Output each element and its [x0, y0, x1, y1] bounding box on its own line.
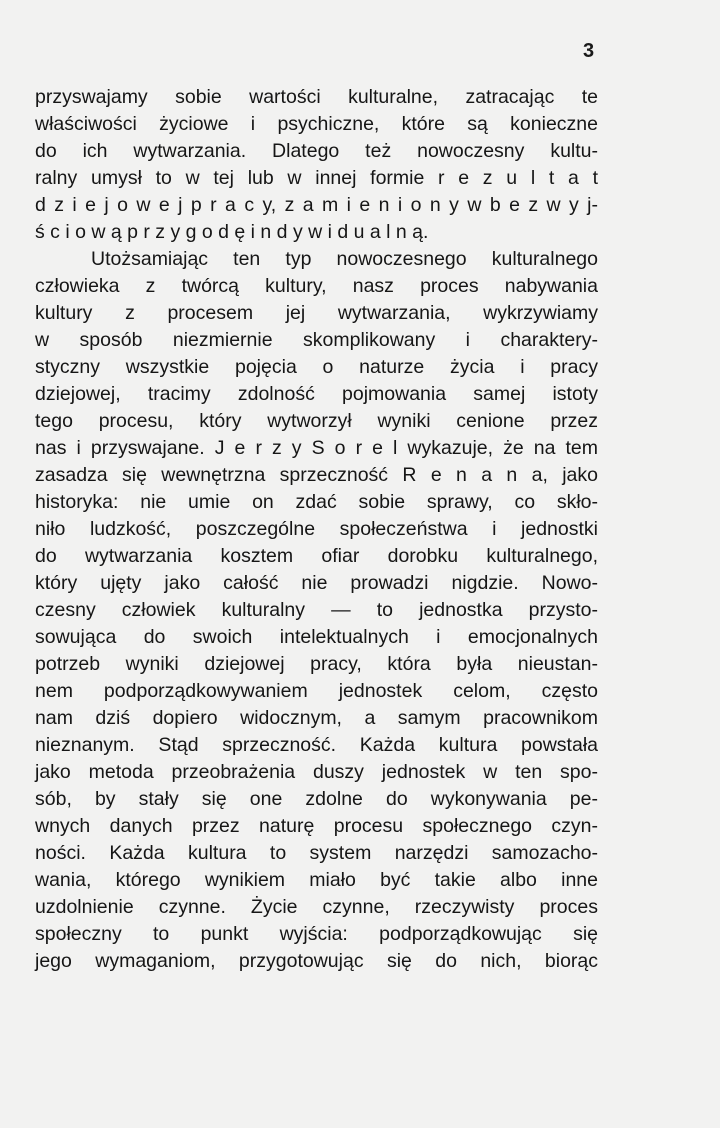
text-line: kultury z procesem jej wytwarzania, wykrzywiamy [35, 302, 598, 324]
text-line: sób, by stały się one zdolne do wykonywania pe- [35, 788, 598, 810]
text-line: nam dziś dopiero widocznym, a samym pracownikom [35, 707, 598, 729]
text-line: ralny umysł to w tej lub w innej formie r e z u l t a t [35, 167, 598, 189]
text-line: czesny człowiek kulturalny — to jednostka przysto- [35, 599, 598, 621]
text-line: styczny wszystkie pojęcia o naturze życia i pracy [35, 356, 598, 378]
text-line: przyswajamy sobie wartości kulturalne, zatracając te [35, 86, 598, 108]
text-line: wania, którego wynikiem miało być takie albo inne [35, 869, 598, 891]
text-line: nas i przyswajane. J e r z y S o r e l wykazuje, że na tem [35, 437, 598, 459]
text-line: który ujęty jako całość nie prowadzi nigdzie. Nowo- [35, 572, 598, 594]
text-line: ś c i o w ą p r z y g o d ę i n d y w i d u a l n ą. [35, 221, 429, 243]
text-line: wnych danych przez naturę procesu społecznego czyn- [35, 815, 598, 837]
text-line: dziejowej, tracimy zdolność pojmowania samej istoty [35, 383, 598, 405]
text-line: do ich wytwarzania. Dlatego też nowoczesny kultu- [35, 140, 598, 162]
text-line: społeczny to punkt wyjścia: podporządkowując się [35, 923, 598, 945]
text-line: sowująca do swoich intelektualnych i emocjonalnych [35, 626, 598, 648]
text-line: potrzeb wyniki dziejowej pracy, która była nieustan- [35, 653, 598, 675]
text-line: właściwości życiowe i psychiczne, które są konieczne [35, 113, 598, 135]
text-line: ności. Każda kultura to system narzędzi samozacho- [35, 842, 598, 864]
text-line: niło ludzkość, poszczególne społeczeństwa i jednostki [35, 518, 598, 540]
body-text [35, 84, 598, 975]
text-line: jego wymaganiom, przygotowując się do nich, biorąc [35, 950, 598, 972]
text-line: człowieka z twórcą kultury, nasz proces nabywania [35, 275, 598, 297]
text-line: historyka: nie umie on zdać sobie sprawy, co skło- [35, 491, 598, 513]
text-line: tego procesu, który wytworzył wyniki cenione przez [35, 410, 598, 432]
text-line: do wytwarzania kosztem ofiar dorobku kulturalnego, [35, 545, 598, 567]
text-line: uzdolnienie czynne. Życie czynne, rzeczywisty proces [35, 896, 598, 918]
text-line: nieznanym. Stąd sprzeczność. Każda kultura powstała [35, 734, 598, 756]
text-line: zasadza się wewnętrzna sprzeczność R e n a n a, jako [35, 464, 598, 486]
text-line: nem podporządkowywaniem jednostek celom, często [35, 680, 598, 702]
text-line: jako metoda przeobrażenia duszy jednostek w ten spo- [35, 761, 598, 783]
page-number: 3 [583, 40, 595, 62]
text-line: w sposób niezmiernie skomplikowany i charaktery- [35, 329, 598, 351]
text-line: d z i e j o w e j p r a c y, z a m i e n i o n y w b e z w y j- [35, 194, 598, 216]
text-line: Utożsamiając ten typ nowoczesnego kulturalnego [91, 248, 598, 270]
